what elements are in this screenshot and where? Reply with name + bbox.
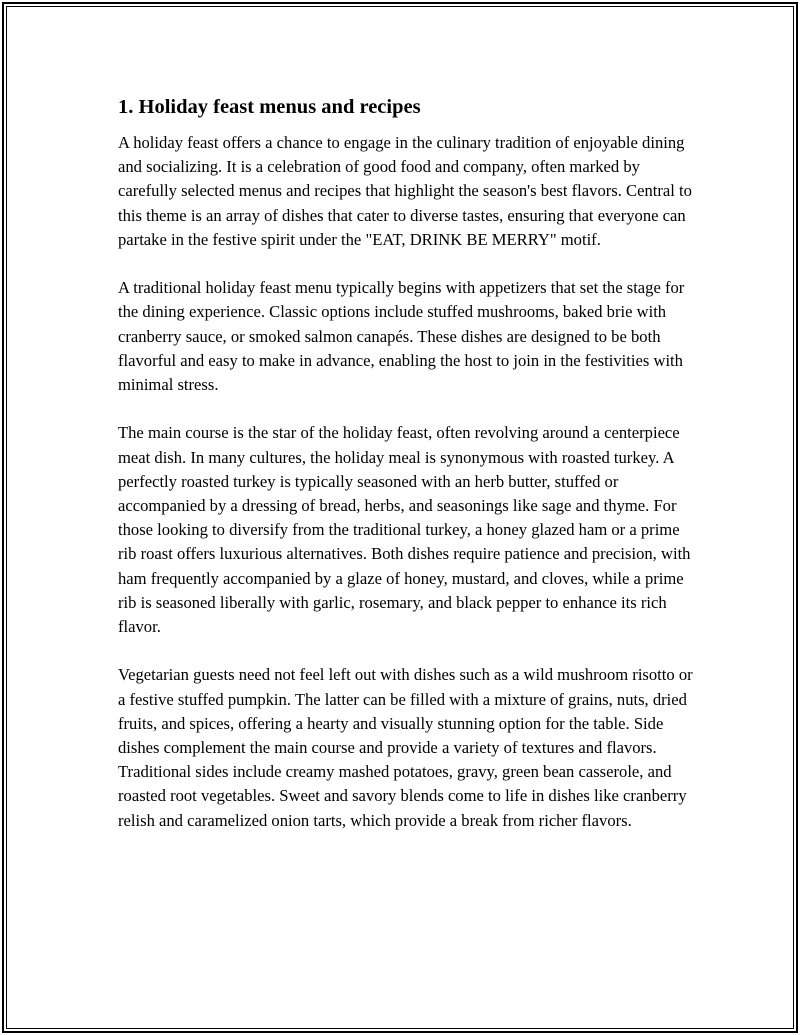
section-heading: 1. Holiday feast menus and recipes [118,96,421,118]
paragraph-appetizers: A traditional holiday feast menu typically begins with appetizers that set the stage for the dining experience. Classic options include stuffed mushrooms, baked brie with cranberry sauce, or smoked salmon canapés. These dishes are designed to be both flavorful and easy to make in advance, enabling the host to join in the festivities with minimal stress. [118,278,685,395]
paragraph-intro: A holiday feast offers a chance to engage in the culinary tradition of enjoyable dining and socializing. It is a celebration of good food and company, often marked by carefully selected menus and recipes that highlight the season's best flavors. Central to this theme is an array of dishes that cater to diverse tastes, ensuring that everyone can partake in the festive spirit under the "EAT, DRINK BE MERRY" motif. [118,133,692,249]
paragraph-main-course: The main course is the star of the holiday feast, often revolving around a centerpiece meat dish. In many cultures, the holiday meal is synonymous with roasted turkey. A perfectly roasted turkey is typically seasoned with an herb butter, stuffed or accompanied by a dressing of bread, herbs, and seasonings like sage and thyme. For those looking to diversify from the traditional turkey, a honey glazed ham or a prime rib roast offers luxurious alternatives. Both dishes require patience and precision, with ham frequently accompanied by a glaze of honey, mustard, and cloves, while a prime rib is seasoned liberally with garlic, rosemary, and black pepper to enhance its rich flavor. [118,423,691,637]
document-body [118,93,693,857]
paragraph-vegetarian-sides: Vegetarian guests need not feel left out with dishes such as a wild mushroom risotto or a festive stuffed pumpkin. The latter can be filled with a mixture of grains, nuts, dried fruits, and spices, offering a hearty and visually stunning option for the table. Side dishes complement the main course and provide a variety of textures and flavors. Traditional sides include creamy mashed potatoes, gravy, green bean casserole, and roasted root vegetables. Sweet and savory blends come to life in dishes like cranberry relish and caramelized onion tarts, which provide a break from richer flavors. [118,665,693,830]
